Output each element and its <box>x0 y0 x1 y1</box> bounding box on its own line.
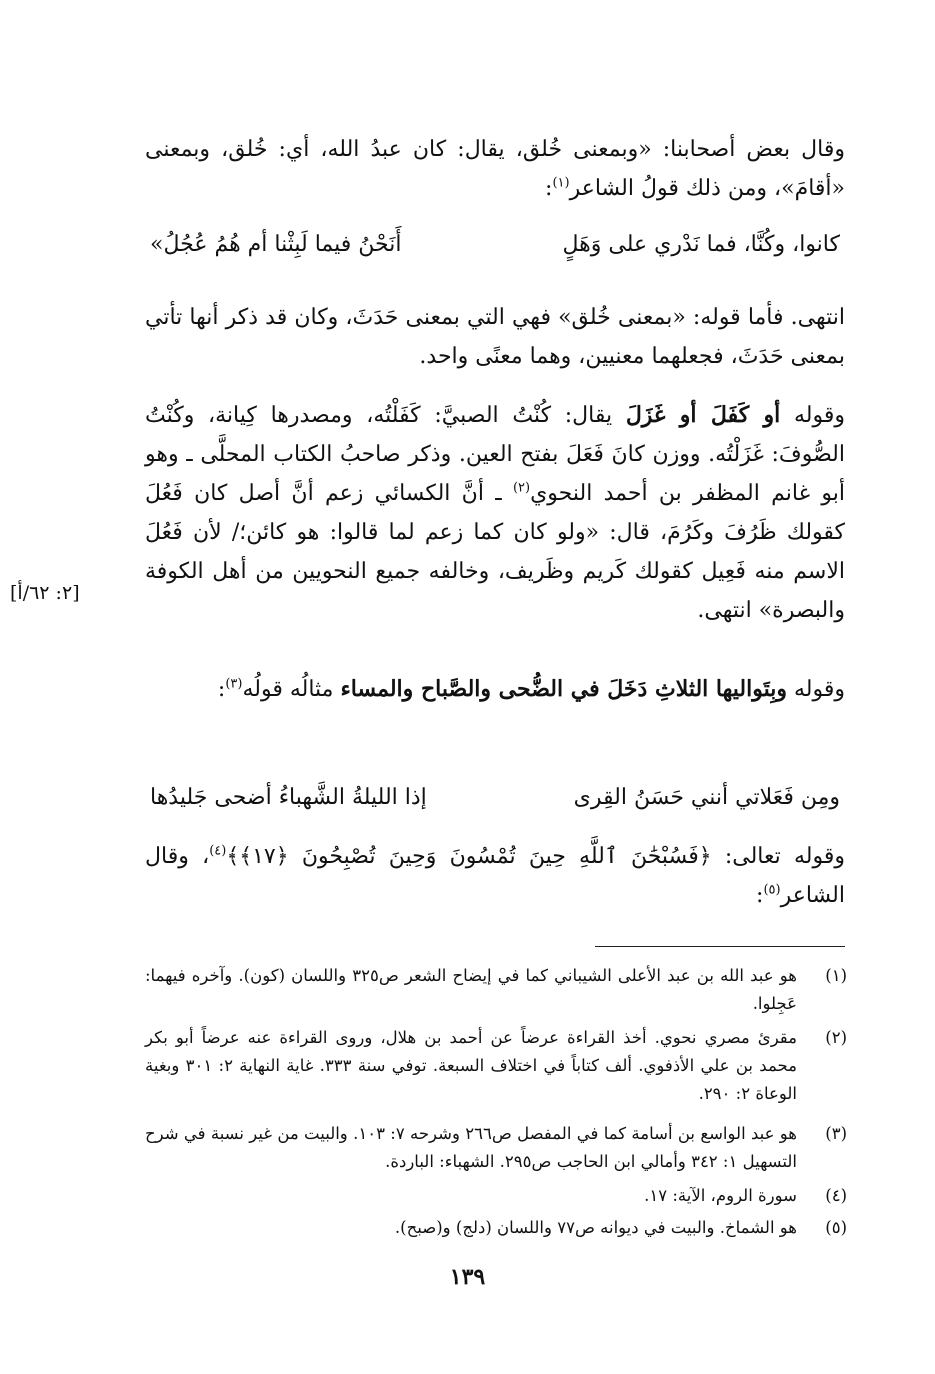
colon: : <box>545 176 553 201</box>
paragraph-1 <box>145 130 845 208</box>
footnote-ref-1[interactable]: (١) <box>552 175 570 191</box>
footnote-3 <box>145 1120 847 1176</box>
page-number: ١٣٩ <box>449 1264 486 1290</box>
paragraph-5 <box>145 837 845 915</box>
paragraph-text: مثالُه قولُه <box>242 677 334 702</box>
paragraph-3 <box>145 396 845 630</box>
footnote-ref-4[interactable]: (٤) <box>209 843 227 859</box>
paragraph-2 <box>145 298 845 376</box>
footnote-text: هو عبد الله بن عبد الأعلى الشيباني كما في إيضاح الشعر ص٣٢٥ واللسان (كون). وآخره فيهما: عَجِلوا. <box>145 966 797 1013</box>
footnote-ref-5[interactable]: (٥) <box>763 882 781 898</box>
footnote-1 <box>145 962 847 1018</box>
manuscript-folio-ref: [٢: ٦٢/أ] <box>10 582 80 604</box>
footnote-text: هو عبد الواسع بن أسامة كما في المفصل ص٢٦٦ وشرحه ٧: ١٠٣. والبيت من غير نسبة في شرح التسهيل ١: ٣٤٢ وأمالي ابن الحاجب ص٢٩٥. الشهباء: الباردة. <box>145 1124 797 1171</box>
paragraph-text: ـ أنَّ الكسائي زعم أنَّ أصل كان فَعُلَ كقولك ظَرُفَ وكَرُمَ، قال: «ولو كان كما زعم لما قالوا: هو كائن؛/ لأن فَعُلَ الاسم منه فَعِيل كقولك كَريم وظَريف، وخالفه جميع النحويين من أهل الكوفة والبصرة» انتهى. <box>145 481 845 623</box>
footnote-ref-3[interactable]: (٣) <box>225 676 243 692</box>
verse-1 <box>150 232 840 272</box>
verse-1-second-hemistich: أَنَحْنُ فيما لَبِثْنا أم هُمُ عُجُلُ» <box>150 232 402 257</box>
paragraph-text: انتهى. فأما قوله: «بمعنى خُلق» فهي التي بمعنى حَدَثَ، وكان قد ذكر أنها تأتي بمعنى حَدَثَ، فجعلهما معنيين، وهما معنًى واحد. <box>145 305 845 369</box>
footnote-ref-2[interactable]: (٢) <box>512 480 531 496</box>
verse-1-first-hemistich: كانوا، وكُنَّا، فما نَدْري على وَهَلٍ <box>562 232 840 257</box>
colon: : <box>756 883 764 908</box>
footnote-text: سورة الروم، الآية: ١٧. <box>644 1186 797 1205</box>
footnote-number: (٤) <box>825 1186 847 1205</box>
footnote-text: مقرئ مصري نحوي. أخذ القراءة عرضاً عن أحمد بن هلال، وروى القراءة عنه عرضاً أبو بكر محمد بن علي الأذفوي. ألف كتاباً في اختلاف السبعة. توفي سنة ٣٣٣. غاية النهاية ٢: ٣٠١ وبغية الوعاة ٢: ٢٩٠. <box>145 1028 797 1103</box>
paragraph-lead: وقوله <box>793 677 845 702</box>
verse-2-second-hemistich: إذا الليلةُ الشَّهباءُ أضحى جَليدُها <box>150 785 427 810</box>
footnote-number: (٣) <box>825 1124 847 1143</box>
bold-quote: وبِتَواليها الثلاثِ دَخَلَ في الضُّحى والصَّباح والمساء <box>340 676 787 702</box>
verse-2-first-hemistich: ومِن فَعَلاتي أنني حَسَنُ القِرى <box>573 785 840 810</box>
quran-verse: وقوله تعالى: ﴿فَسُبْحَٰنَ ٱللَّهِ حِينَ تُمْسُونَ وَحِينَ تُصْبِحُونَ ﴿١٧﴾﴾ <box>226 844 846 869</box>
footnote-number: (٥) <box>825 1218 847 1237</box>
footnote-number: (٢) <box>825 1028 847 1047</box>
bold-quote: أو كَفَلَ أو غَزَلَ <box>625 402 781 428</box>
paragraph-text: وقال بعض أصحابنا: «وبمعنى خُلق، يقال: كان عبدُ الله، أي: خُلق، وبمعنى «أقامَ»، ومن ذلك قولُ الشاعر <box>145 137 845 201</box>
footnote-2 <box>145 1024 847 1108</box>
footnote-text: هو الشماخ. والبيت في ديوانه ص٧٧ واللسان (دلج) و(صبح). <box>394 1218 797 1237</box>
paragraph-lead: وقوله <box>793 403 845 428</box>
paragraph-text: يقال: كُنْتُ الصبيَّ: كَفَلْتُه، ومصدرها كِيانة، وكُنْتُ الصُّوفَ: غَزَلْتُه. ووزن كانَ فَعَلَ بفتح العين. وذكر صاحبُ الكتاب المحلَّى ـ وهو أبو غانم المظفر بن أحمد النحوي <box>145 403 845 506</box>
footnote-5 <box>145 1214 847 1242</box>
paragraph-4 <box>145 670 845 709</box>
paragraph-text: ، وقال الشاعر <box>145 844 845 908</box>
footnote-divider <box>595 946 845 947</box>
footnote-number: (١) <box>825 966 847 985</box>
colon: : <box>217 677 226 702</box>
verse-2 <box>150 785 840 825</box>
footnote-4 <box>145 1182 847 1210</box>
